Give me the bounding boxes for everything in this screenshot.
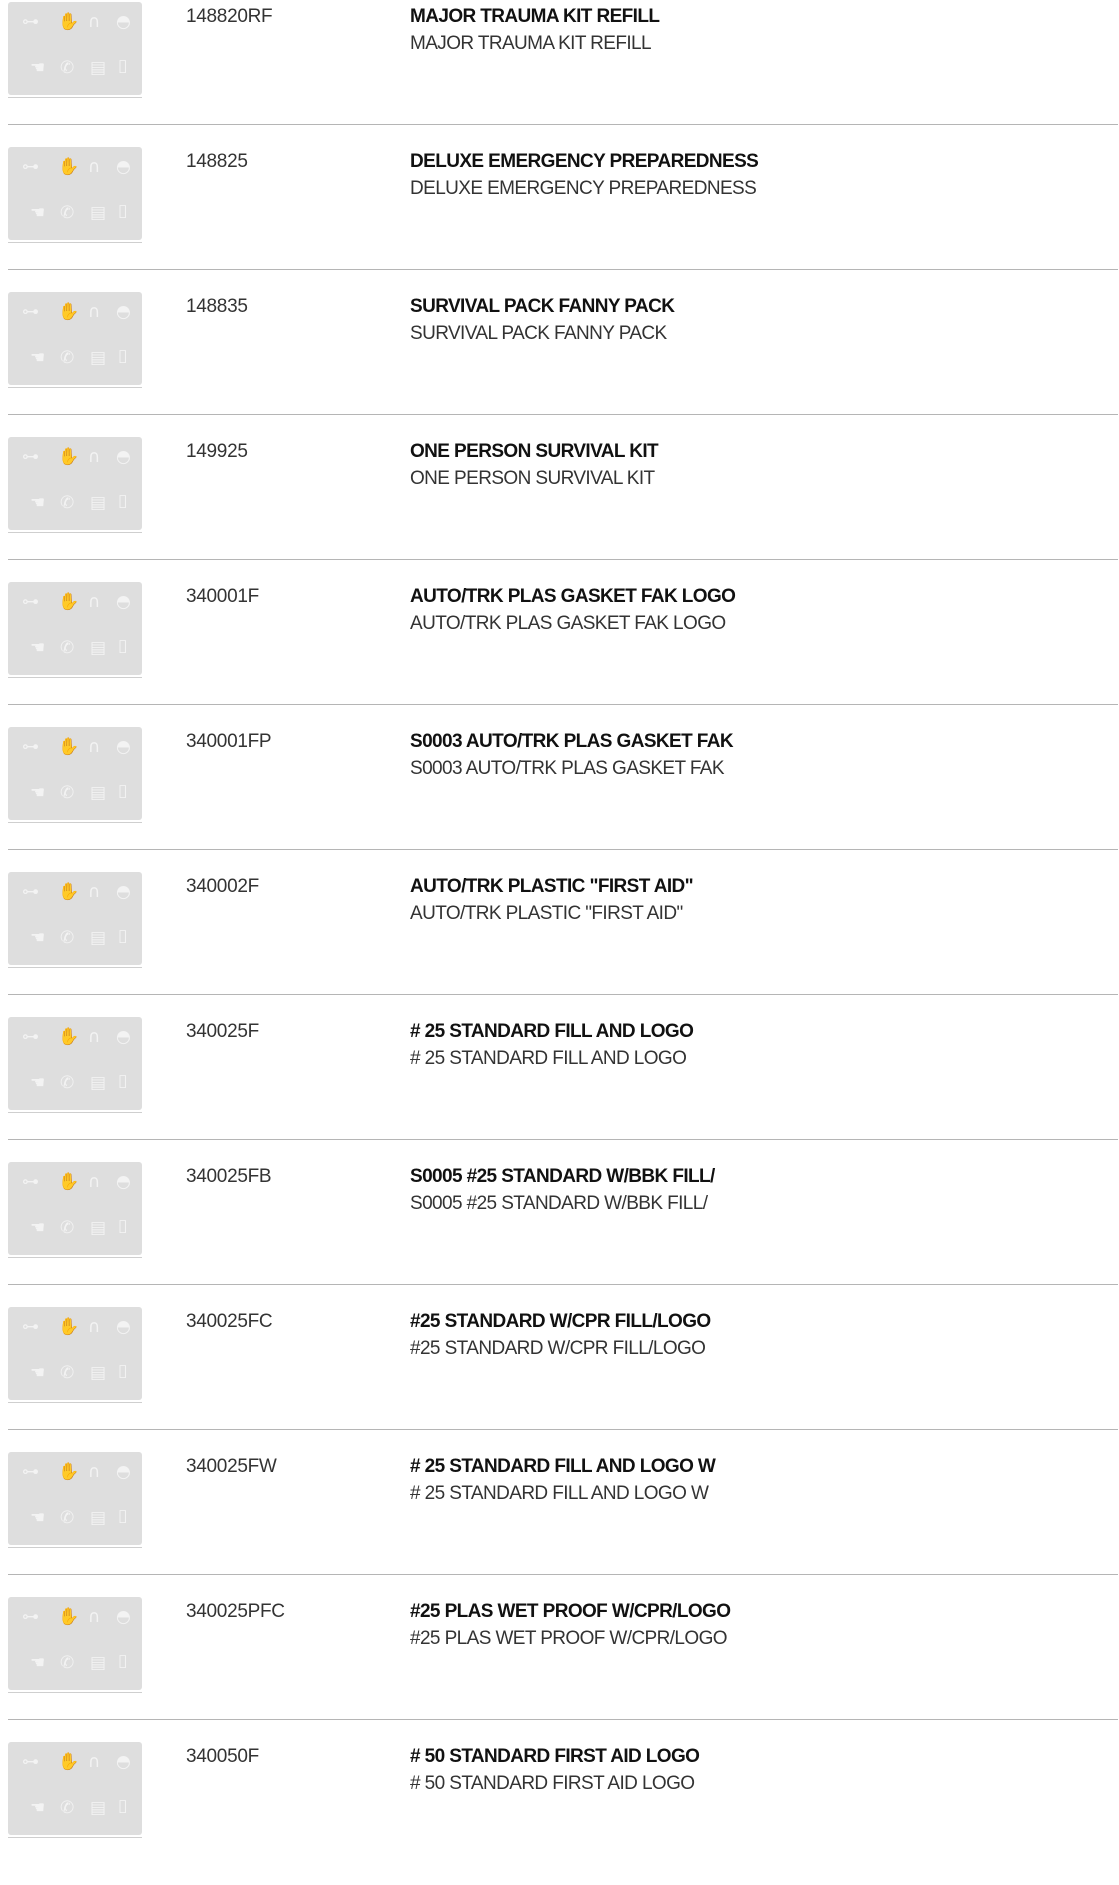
glasses-icon: ⊶ <box>22 447 39 467</box>
image-underline <box>8 532 142 533</box>
safety-sign-icon: ▤ <box>90 1798 107 1818</box>
product-row[interactable] <box>0 870 1119 1015</box>
boot-icon: ▯ <box>118 926 128 946</box>
hard-hat-icon: ◓ <box>116 737 131 757</box>
product-row[interactable] <box>0 1305 1119 1450</box>
product-row[interactable] <box>0 0 1119 145</box>
product-image-placeholder[interactable] <box>8 437 142 530</box>
hand-icon: ☚ <box>30 1218 46 1238</box>
boot-icon: ▯ <box>118 781 128 801</box>
product-description: # 25 STANDARD FILL AND LOGO W <box>410 1483 709 1504</box>
gloves-icon: ✋ <box>58 1027 80 1047</box>
gloves-icon: ✋ <box>58 1317 80 1337</box>
product-sku: 340050F <box>186 1746 259 1767</box>
glasses-icon: ⊶ <box>22 1462 39 1482</box>
gloves-icon: ✋ <box>58 737 80 757</box>
product-description: # 50 STANDARD FIRST AID LOGO <box>410 1773 695 1794</box>
row-divider <box>8 1284 1118 1285</box>
product-image-placeholder[interactable] <box>8 872 142 965</box>
product-title-link[interactable]: ONE PERSON SURVIVAL KIT <box>410 441 659 462</box>
glasses-icon: ⊶ <box>22 882 39 902</box>
boot-icon: ▯ <box>118 491 128 511</box>
phone-icon: ✆ <box>60 1508 75 1528</box>
hand-icon: ☚ <box>30 928 46 948</box>
product-row[interactable] <box>0 1015 1119 1160</box>
row-divider <box>8 414 1118 415</box>
product-sku: 340001F <box>186 586 259 607</box>
product-description: S0003 AUTO/TRK PLAS GASKET FAK <box>410 758 724 779</box>
earmuffs-icon: ∩ <box>88 1027 101 1047</box>
hand-icon: ☚ <box>30 493 46 513</box>
product-sku: 148820RF <box>186 6 273 27</box>
image-underline <box>8 822 142 823</box>
product-row[interactable] <box>0 580 1119 725</box>
boot-icon: ▯ <box>118 1216 128 1236</box>
hand-icon: ☚ <box>30 203 46 223</box>
glasses-icon: ⊶ <box>22 302 39 322</box>
product-image-placeholder[interactable] <box>8 727 142 820</box>
gloves-icon: ✋ <box>58 302 80 322</box>
image-underline <box>8 97 142 98</box>
product-title-link[interactable]: DELUXE EMERGENCY PREPAREDNESS <box>410 151 759 172</box>
phone-icon: ✆ <box>60 783 75 803</box>
product-sku: 340025FC <box>186 1311 273 1332</box>
safety-sign-icon: ▤ <box>90 783 107 803</box>
hand-icon: ☚ <box>30 1363 46 1383</box>
phone-icon: ✆ <box>60 1073 75 1093</box>
product-title-link[interactable]: # 50 STANDARD FIRST AID LOGO <box>410 1746 700 1767</box>
product-description: DELUXE EMERGENCY PREPAREDNESS <box>410 178 757 199</box>
product-title-link[interactable]: SURVIVAL PACK FANNY PACK <box>410 296 675 317</box>
image-underline <box>8 1257 142 1258</box>
safety-sign-icon: ▤ <box>90 1363 107 1383</box>
product-title-link[interactable]: MAJOR TRAUMA KIT REFILL <box>410 6 660 27</box>
hard-hat-icon: ◓ <box>116 157 131 177</box>
safety-sign-icon: ▤ <box>90 203 107 223</box>
hard-hat-icon: ◓ <box>116 302 131 322</box>
earmuffs-icon: ∩ <box>88 1607 101 1627</box>
product-row[interactable] <box>0 435 1119 580</box>
product-sku: 340025F <box>186 1021 259 1042</box>
phone-icon: ✆ <box>60 1798 75 1818</box>
product-description: ONE PERSON SURVIVAL KIT <box>410 468 655 489</box>
product-description: MAJOR TRAUMA KIT REFILL <box>410 33 651 54</box>
row-divider <box>8 124 1118 125</box>
product-image-placeholder[interactable] <box>8 2 142 95</box>
safety-sign-icon: ▤ <box>90 1508 107 1528</box>
earmuffs-icon: ∩ <box>88 12 101 32</box>
image-underline <box>8 1112 142 1113</box>
product-image-placeholder[interactable] <box>8 1017 142 1110</box>
product-row[interactable] <box>0 1740 1119 1885</box>
hard-hat-icon: ◓ <box>116 1172 131 1192</box>
product-row[interactable] <box>0 1595 1119 1740</box>
hard-hat-icon: ◓ <box>116 1317 131 1337</box>
row-divider <box>8 704 1118 705</box>
phone-icon: ✆ <box>60 493 75 513</box>
product-description: # 25 STANDARD FILL AND LOGO <box>410 1048 687 1069</box>
safety-sign-icon: ▤ <box>90 928 107 948</box>
earmuffs-icon: ∩ <box>88 302 101 322</box>
safety-sign-icon: ▤ <box>90 1218 107 1238</box>
product-sku: 148825 <box>186 151 248 172</box>
phone-icon: ✆ <box>60 348 75 368</box>
earmuffs-icon: ∩ <box>88 737 101 757</box>
earmuffs-icon: ∩ <box>88 882 101 902</box>
row-divider <box>8 849 1118 850</box>
earmuffs-icon: ∩ <box>88 1752 101 1772</box>
product-image-placeholder[interactable] <box>8 1307 142 1400</box>
glasses-icon: ⊶ <box>22 737 39 757</box>
image-underline <box>8 1402 142 1403</box>
gloves-icon: ✋ <box>58 1172 80 1192</box>
gloves-icon: ✋ <box>58 1752 80 1772</box>
boot-icon: ▯ <box>118 1651 128 1671</box>
product-title-link[interactable]: S0003 AUTO/TRK PLAS GASKET FAK <box>410 731 734 752</box>
earmuffs-icon: ∩ <box>88 1317 101 1337</box>
hand-icon: ☚ <box>30 348 46 368</box>
product-description: SURVIVAL PACK FANNY PACK <box>410 323 667 344</box>
product-sku: 340002F <box>186 876 259 897</box>
product-sku: 340025FB <box>186 1166 272 1187</box>
boot-icon: ▯ <box>118 1071 128 1091</box>
glasses-icon: ⊶ <box>22 1317 39 1337</box>
product-image-placeholder[interactable] <box>8 147 142 240</box>
product-image-placeholder[interactable] <box>8 582 142 675</box>
boot-icon: ▯ <box>118 1796 128 1816</box>
boot-icon: ▯ <box>118 56 128 76</box>
boot-icon: ▯ <box>118 201 128 221</box>
hand-icon: ☚ <box>30 58 46 78</box>
phone-icon: ✆ <box>60 203 75 223</box>
product-title-link[interactable]: AUTO/TRK PLAS GASKET FAK LOGO <box>410 586 736 607</box>
hand-icon: ☚ <box>30 1508 46 1528</box>
hard-hat-icon: ◓ <box>116 1752 131 1772</box>
product-description: AUTO/TRK PLAS GASKET FAK LOGO <box>410 613 726 634</box>
product-description: #25 PLAS WET PROOF W/CPR/LOGO <box>410 1628 727 1649</box>
row-divider <box>8 269 1118 270</box>
row-divider <box>8 994 1118 995</box>
row-divider <box>8 1429 1118 1430</box>
gloves-icon: ✋ <box>58 592 80 612</box>
hard-hat-icon: ◓ <box>116 447 131 467</box>
safety-sign-icon: ▤ <box>90 1653 107 1673</box>
gloves-icon: ✋ <box>58 12 80 32</box>
hand-icon: ☚ <box>30 1798 46 1818</box>
product-title-link[interactable]: S0005 #25 STANDARD W/BBK FILL/ <box>410 1166 715 1187</box>
safety-sign-icon: ▤ <box>90 1073 107 1093</box>
gloves-icon: ✋ <box>58 1607 80 1627</box>
hand-icon: ☚ <box>30 1073 46 1093</box>
phone-icon: ✆ <box>60 1653 75 1673</box>
image-underline <box>8 387 142 388</box>
phone-icon: ✆ <box>60 1218 75 1238</box>
phone-icon: ✆ <box>60 928 75 948</box>
product-title-link[interactable]: # 25 STANDARD FILL AND LOGO <box>410 1021 694 1042</box>
image-underline <box>8 1547 142 1548</box>
product-image-placeholder[interactable] <box>8 1162 142 1255</box>
image-underline <box>8 1837 142 1838</box>
product-description: #25 STANDARD W/CPR FILL/LOGO <box>410 1338 706 1359</box>
product-row[interactable] <box>0 725 1119 870</box>
phone-icon: ✆ <box>60 1363 75 1383</box>
product-description: AUTO/TRK PLASTIC "FIRST AID" <box>410 903 683 924</box>
earmuffs-icon: ∩ <box>88 592 101 612</box>
product-sku: 340025FW <box>186 1456 277 1477</box>
hard-hat-icon: ◓ <box>116 1027 131 1047</box>
product-description: S0005 #25 STANDARD W/BBK FILL/ <box>410 1193 708 1214</box>
safety-sign-icon: ▤ <box>90 348 107 368</box>
product-image-placeholder[interactable] <box>8 292 142 385</box>
hard-hat-icon: ◓ <box>116 1607 131 1627</box>
product-title-link[interactable]: #25 PLAS WET PROOF W/CPR/LOGO <box>410 1601 731 1622</box>
row-divider <box>8 1719 1118 1720</box>
row-divider <box>8 559 1118 560</box>
product-title-link[interactable]: #25 STANDARD W/CPR FILL/LOGO <box>410 1311 711 1332</box>
product-image-placeholder[interactable] <box>8 1452 142 1545</box>
product-sku: 148835 <box>186 296 248 317</box>
product-sku: 149925 <box>186 441 248 462</box>
product-title-link[interactable]: # 25 STANDARD FILL AND LOGO W <box>410 1456 716 1477</box>
row-divider <box>8 1139 1118 1140</box>
product-image-placeholder[interactable] <box>8 1597 142 1690</box>
earmuffs-icon: ∩ <box>88 447 101 467</box>
product-image-placeholder[interactable] <box>8 1742 142 1835</box>
product-row[interactable] <box>0 1160 1119 1305</box>
phone-icon: ✆ <box>60 58 75 78</box>
glasses-icon: ⊶ <box>22 157 39 177</box>
image-underline <box>8 967 142 968</box>
glasses-icon: ⊶ <box>22 1752 39 1772</box>
hard-hat-icon: ◓ <box>116 592 131 612</box>
safety-sign-icon: ▤ <box>90 638 107 658</box>
glasses-icon: ⊶ <box>22 12 39 32</box>
hand-icon: ☚ <box>30 1653 46 1673</box>
earmuffs-icon: ∩ <box>88 1172 101 1192</box>
hand-icon: ☚ <box>30 783 46 803</box>
image-underline <box>8 1692 142 1693</box>
product-sku: 340001FP <box>186 731 272 752</box>
glasses-icon: ⊶ <box>22 1027 39 1047</box>
gloves-icon: ✋ <box>58 882 80 902</box>
boot-icon: ▯ <box>118 636 128 656</box>
hand-icon: ☚ <box>30 638 46 658</box>
hard-hat-icon: ◓ <box>116 882 131 902</box>
boot-icon: ▯ <box>118 1506 128 1526</box>
safety-sign-icon: ▤ <box>90 493 107 513</box>
product-row[interactable] <box>0 290 1119 435</box>
earmuffs-icon: ∩ <box>88 1462 101 1482</box>
gloves-icon: ✋ <box>58 1462 80 1482</box>
hard-hat-icon: ◓ <box>116 12 131 32</box>
image-underline <box>8 677 142 678</box>
gloves-icon: ✋ <box>58 447 80 467</box>
earmuffs-icon: ∩ <box>88 157 101 177</box>
product-sku: 340025PFC <box>186 1601 285 1622</box>
product-title-link[interactable]: AUTO/TRK PLASTIC "FIRST AID" <box>410 876 694 897</box>
row-divider <box>8 1574 1118 1575</box>
boot-icon: ▯ <box>118 1361 128 1381</box>
boot-icon: ▯ <box>118 346 128 366</box>
glasses-icon: ⊶ <box>22 592 39 612</box>
safety-sign-icon: ▤ <box>90 58 107 78</box>
product-row[interactable] <box>0 145 1119 290</box>
glasses-icon: ⊶ <box>22 1172 39 1192</box>
glasses-icon: ⊶ <box>22 1607 39 1627</box>
gloves-icon: ✋ <box>58 157 80 177</box>
product-row[interactable] <box>0 1450 1119 1595</box>
phone-icon: ✆ <box>60 638 75 658</box>
hard-hat-icon: ◓ <box>116 1462 131 1482</box>
image-underline <box>8 242 142 243</box>
